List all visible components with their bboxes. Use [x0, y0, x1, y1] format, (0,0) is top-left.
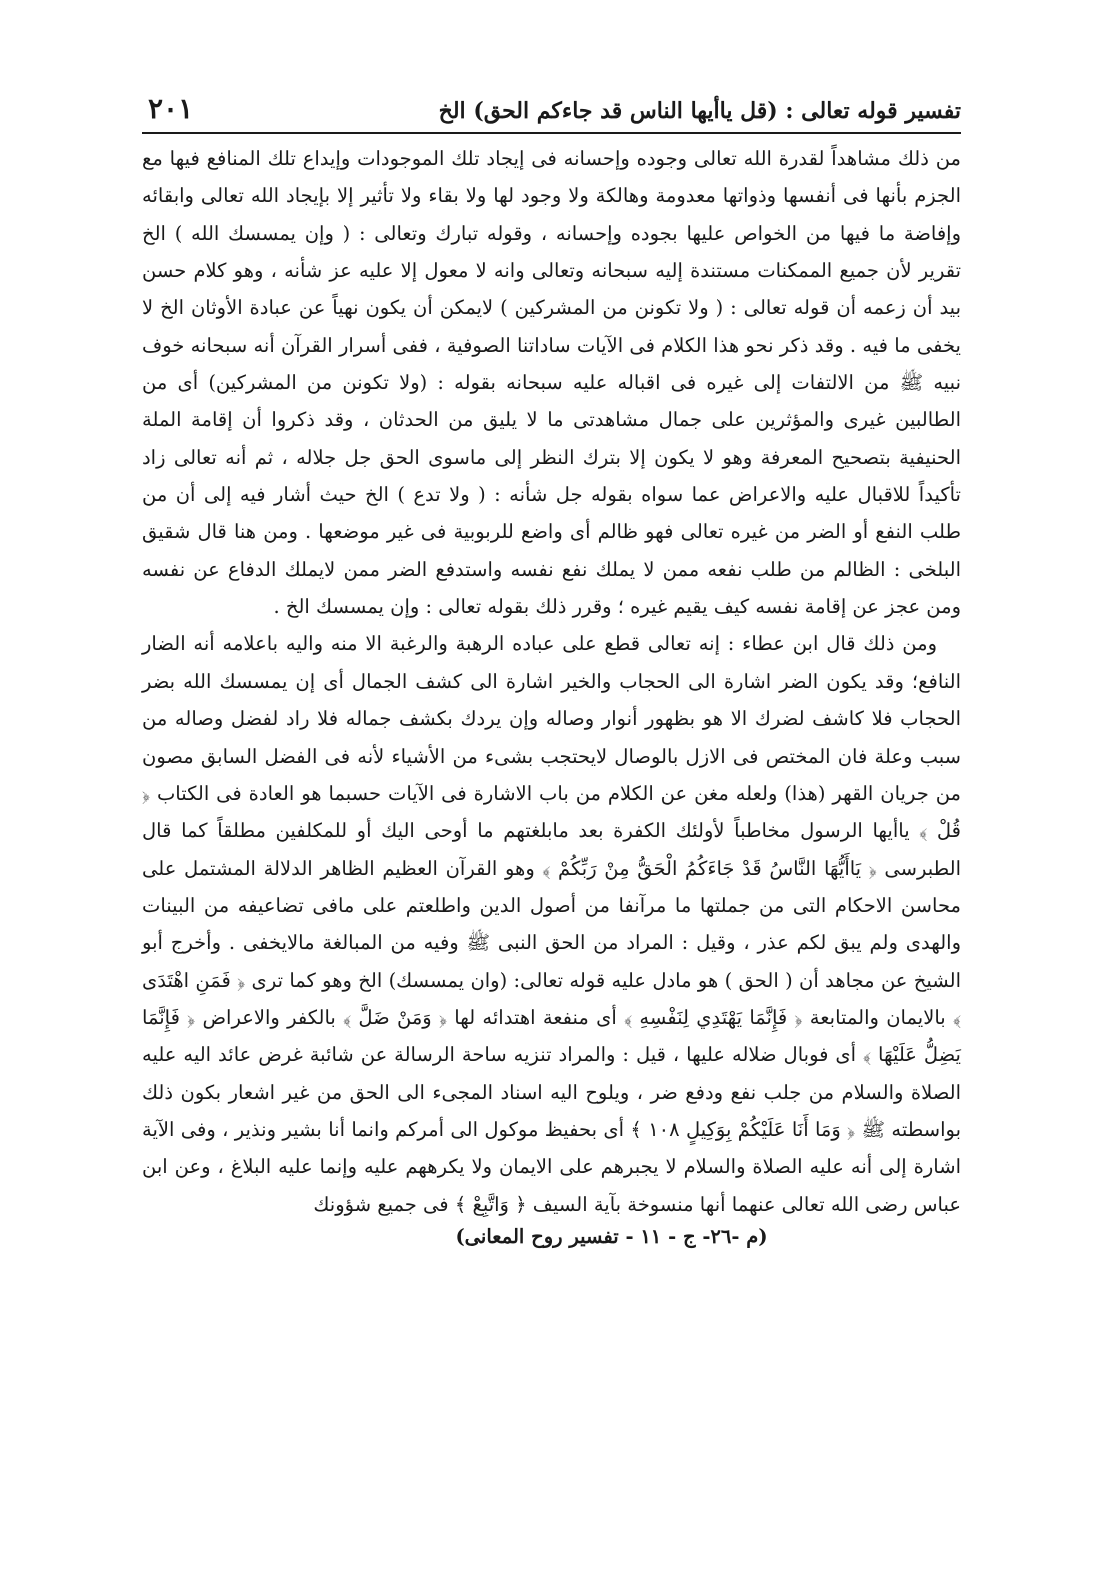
running-title: تفسير قوله تعالى : (قل ياأيها الناس قد جاءكم الحق) الخ — [438, 98, 961, 124]
header-rule — [142, 132, 961, 134]
paragraph-1: من ذلك مشاهداً لقدرة الله تعالى وجوده وإحسانه فى إيجاد تلك الموجودات وإيداع تلك المنافع فيها مع الجزم بأنها فى أنفسها وذواتها معدومة وهالكة ولا وجود لها ولا بقاء ولا تأثير إلا بإيجاد الله تعالى وابقائه وإفاضة ما فيها من الخواص عليها بجوده وإحسانه ، وقوله تبارك وتعالى : ( وإن يمسسك الله ) الخ تقرير لأن جميع الممكنات مستندة إليه سبحانه وتعالى وانه لا معول إلا عليه عز شأنه ، وهو كلام حسن بيد أن زعمه أن قوله تعالى : ( ولا تكونن من المشركين ) لايمكن أن يكون نهياً عن عبادة الأوثان الخ لا يخفى ما فيه . وقد ذكر نحو هذا الكلام فى الآيات ساداتنا الصوفية ، ففى أسرار القرآن أنه سبحانه خوف نبيه ﷺ من الالتفات إلى غيره فى اقباله عليه سبحانه بقوله : (ولا تكونن من المشركين) أى من الطالبين غيرى والمؤثرين على جمال مشاهدتى ما لا يليق من الحدثان ، وقد ذكروا أن إقامة الملة الحنيفية بتصحيح المعرفة وهو لا يكون إلا بترك النظر إلى ماسوى الحق جل جلاله ، ثم أنه تعالى زاد تأكيداً للاقبال عليه والاعراض عما سواه بقوله جل شأنه : ( ولا تدع ) الخ حيث أشار فيه إلى أن من طلب النفع أو الضر من غيره تعالى فهو ظالم أى واضع للربوبية فى غير موضعها . ومن هنا قال شقيق البلخى : الظالم من طلب نفعه ممن لا يملك نفع نفسه واستدفع الضر ممن لايملك الدفاع عن نفسه ومن عجز عن إقامة نفسه كيف يقيم غيره ؛ وقرر ذلك بقوله تعالى : وإن يمسسك الخ . — [142, 147, 961, 619]
paragraph-2: ومن ذلك قال ابن عطاء : إنه تعالى قطع على عباده الرهبة والرغبة الا منه واليه باعلامه أنه الضار النافع؛ وقد يكون الضر اشارة الى الحجاب والخير اشارة الى كشف الجمال أى إن يمسسك الله بضر الحجاب فلا كاشف لضرك الا هو بظهور أنوار وصاله وإن يردك بكشف جماله فلا راد لفضل وصاله من سبب وعلة فان المختص فى الازل بالوصال لايحتجب بشىء من الأشياء لأنه فى الفضل السابق مصون من جريان القهر (هذا) ولعله مغن عن الكلام من باب الاشارة فى الآيات حسبما هو العادة فى الكتاب ﴿ قُلْ ﴾ ياأيها الرسول مخاطباً لأولئك الكفرة بعد مابلغتهم ما أوحى اليك أو للمكلفين مطلقاً كما قال الطبرسى ﴿ يَاأَيُّهَا النَّاسُ قَدْ جَاءَكُمُ الْحَقُّ مِنْ رَبِّكُمْ ﴾ وهو القرآن العظيم الظاهر الدلالة المشتمل على محاسن الاحكام التى من جملتها ما مرآنفا من أصول الدين واطلعتم على مافى تضاعيفه من البينات والهدى ولم يبق لكم عذر ، وقيل : المراد من الحق النبى ﷺ وفيه من المبالغة مالايخفى . وأخرج أبو الشيخ عن مجاهد أن ( الحق ) هو مادل عليه قوله تعالى: (وان يمسسك) الخ وهو كما ترى ﴿ فَمَنِ اهْتَدَى ﴾ بالايمان والمتابعة ﴿ فَإِنَّمَا يَهْتَدِي لِنَفْسِهِ ﴾ أى منفعة اهتدائه لها ﴿ وَمَنْ ضَلَّ ﴾ بالكفر والاعراض ﴿ فَإِنَّمَا يَضِلُّ عَلَيْهَا ﴾ أى فوبال ضلاله عليها ، قيل : والمراد تنزيه ساحة الرسالة عن شائبة غرض عائد اليه عليه الصلاة والسلام من جلب نفع ودفع ضر ، ويلوح اليه اسناد المجىء الى الحق من غير اشعار بكون ذلك بواسطته ﷺ ﴿ وَمَا أَنَا عَلَيْكُمْ بِوَكِيلٍ ١٠٨ ﴾ أى بحفيظ موكول الى أمركم وانما أنا بشير ونذير ، وفى الآية اشارة إلى أنه عليه الصلاة والسلام لا يجبرهم على الايمان ولا يكرههم عليه وإنما عليه البلاغ ، وعن ابن عباس رضى الله تعالى عنهما أنها منسوخة بآية السيف ﴿ وَاتَّبِعْ ﴾ فى جميع شؤونك — [142, 632, 961, 1216]
body-text — [142, 140, 961, 1223]
page-header — [142, 92, 961, 132]
printer-signature: (م -٢٦- ج - ١١ - تفسير روح المعانى) — [455, 1224, 768, 1248]
page-number: ٢٠١ — [148, 92, 194, 125]
